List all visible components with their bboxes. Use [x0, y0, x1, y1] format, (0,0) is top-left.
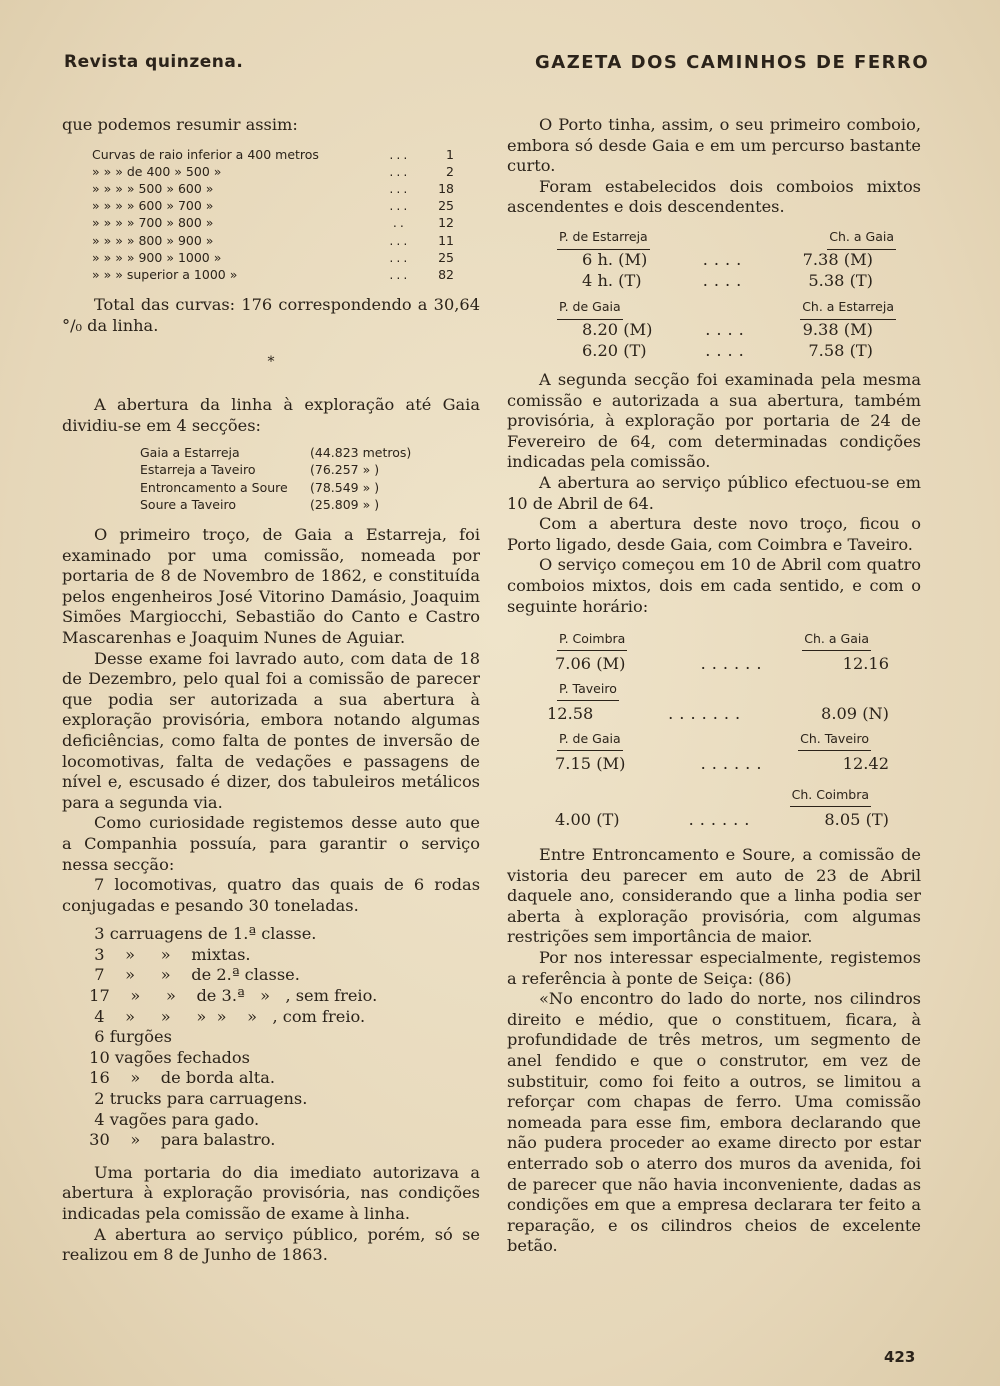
table-row: » » » » 700 » 800 » .. 12 [92, 215, 454, 231]
page-number: 423 [884, 1348, 916, 1366]
list-item: 4 vagões para gado. [84, 1109, 260, 1129]
arrival-header: Ch. a Gaia [827, 227, 896, 250]
curve-label: » » » superior a 1000 » [92, 267, 238, 283]
curve-label: » » » » 600 » 700 » [92, 198, 214, 214]
timetable-row: 4 h. (T) .... 5.38 (T) [582, 270, 873, 290]
departure-time: 7.06 (M) [555, 653, 626, 673]
curve-count: 25 [438, 249, 454, 265]
intro-paragraph: que podemos resumir assim: [62, 115, 298, 134]
curve-count: 12 [438, 215, 454, 231]
timetable-header [507, 298, 921, 320]
table-row: » » » » 800 » 900 » ... 11 [92, 232, 454, 248]
body-paragraph: A abertura ao serviço público efectuou-se em 10 de Abril de 64. [507, 472, 921, 513]
curve-label: » » » » 800 » 900 » [92, 232, 214, 248]
arrival-time: 7.58 (T) [808, 340, 873, 360]
table-row [140, 461, 411, 478]
table-row: Curvas de raio inferior a 400 metros ... 1 [92, 146, 454, 162]
body-paragraph: Foram estabelecidos dois comboios mixtos ascendentes e dois descendentes. [507, 176, 921, 217]
list-item: 17 » » de 3.ª » , sem freio. [84, 986, 378, 1006]
body-paragraph: Uma portaria do dia imediato autorizava a abertura à exploração provisória, nas condições indicadas pela comissão de exame à linha. [62, 1162, 480, 1223]
list-item: 7 » » de 2.ª classe. [84, 965, 300, 985]
table-row: » » » de 400 » 500 » ... 2 [92, 163, 454, 179]
list-item: 4 » » » » » , com freio. [84, 1006, 366, 1026]
section-distance: (25.809 » ) [310, 496, 380, 512]
section-distance: (78.549 » ) [310, 479, 380, 495]
body-paragraph: Entre Entroncamento e Soure, a comissão de vistoria deu parecer em auto de 23 de Abril daquele ano, considerando que a linha podia ser aberta à exploração provisória, com algumas restrições sem importância de maior. [507, 845, 921, 947]
section-name: Estarreja a Taveiro [140, 462, 256, 478]
running-header-right: GAZETA DOS CAMINHOS DE FERRO [535, 52, 930, 73]
section-name: Entroncamento a Soure [140, 479, 288, 495]
departure-header: P. Taveiro [557, 679, 619, 702]
curve-count: 18 [438, 181, 454, 196]
curve-count: 1 [446, 146, 454, 162]
body-paragraph: Por nos interessar especialmente, registemos a referência à ponte de Seiça: (86) [507, 948, 921, 988]
body-paragraph: O serviço começou em 10 de Abril com quatro comboios mixtos, dois em cada sentido, e com o seguinte horário: [507, 555, 921, 616]
departure-time: 6.20 (T) [582, 340, 647, 360]
body-paragraph: O Porto tinha, assim, o seu primeiro comboio, embora só desde Gaia e em um percurso bastante curto. [507, 115, 921, 176]
body-paragraph: Como curiosidade registemos desse auto que a Companhia possuía, para garantir o serviço nessa secção: [62, 813, 480, 874]
section-name: Soure a Taveiro [140, 496, 236, 512]
arrival-header: Ch. a Gaia [802, 629, 871, 652]
running-header-left: Revista quinzena. [64, 52, 244, 72]
arrival-header: Ch. a Estarreja [800, 297, 896, 320]
list-item: 16 » de borda alta. [84, 1068, 276, 1088]
table-row: » » » » 900 » 1000 » ... 25 [92, 249, 454, 265]
curve-count: 2 [446, 163, 454, 179]
section-separator: * [267, 354, 275, 371]
arrival-header: Ch. Coimbra [790, 785, 871, 808]
body-paragraph: Desse exame foi lavrado auto, com data de 18 de Dezembro, pelo qual foi a comissão de parecer que podia ser autorizada a sua abertura à exploração provisória, embora notando algumas deficiências, como falta de pontes de inversão de locomotivas, falta de vedações e passagens de nível e, escusado é dizer, dos tabuleiros metálicos para a segunda via. [62, 648, 480, 812]
departure-header: P. de Estarreja [557, 227, 650, 250]
arrival-time: 7.38 (M) [802, 249, 873, 269]
timetable-coimbra-taveiro [507, 627, 921, 833]
timetable-row: 7.15 (M) ...... 12.42 [555, 753, 889, 773]
right-column [507, 115, 921, 1257]
arrival-header [867, 700, 871, 701]
curve-label: Curvas de raio inferior a 400 metros [92, 146, 319, 162]
timetable-row: 7.06 (M) ...... 12.16 [555, 653, 889, 673]
table-row [140, 444, 411, 461]
timetable-header [507, 228, 921, 250]
curve-count: 11 [438, 232, 454, 248]
table-row [140, 496, 411, 513]
section-distance: (76.257 » ) [310, 462, 380, 478]
timetable-row: 8.20 (M) .... 9.38 (M) [582, 319, 873, 339]
departure-header: P. de Gaia [557, 297, 623, 320]
body-paragraph: A segunda secção foi examinada pela mesma comissão e autorizada a sua abertura, também provisória, à exploração por portaria de 24 de Fevereiro de 64, com determinadas condições indicadas pela comissão. [507, 369, 921, 472]
table-row: » » » superior a 1000 » ... 82 [92, 267, 454, 283]
timetable-header [507, 627, 921, 651]
arrival-time: 5.38 (T) [808, 270, 873, 290]
departure-time: 8.20 (M) [582, 319, 653, 339]
quotation-paragraph: «No encontro do lado do norte, nos cilindros direito e médio, que o constituem, ficara, à profundidade de três metros, um segmento de anel fendido e que o construtor, em vez de substituir, como foi feito a outros, se limitou a reforçar com chapas de ferro. Uma comissão nomeada para esse fim, embora declarando que não pudera proceder ao exame directo por estar enterrado sob o aterro dos muros da avenida, foi de parecer que não havia inconveniente, dadas as condições em que a empresa declarara ter feito a reparação, e os cilindros cheios de excelente betão. [507, 989, 921, 1256]
arrival-time: 9.38 (M) [802, 319, 873, 339]
arrival-time: 12.16 [842, 653, 889, 673]
rolling-stock-list [62, 924, 480, 1151]
timetable-row: 6 h. (M) .... 7.38 (M) [582, 249, 873, 269]
timetable-header [507, 777, 921, 807]
list-item: 2 trucks para carruagens. [84, 1089, 308, 1109]
curve-label: » » » » 500 » 600 » [92, 181, 214, 196]
departure-time: 4 h. (T) [582, 270, 642, 290]
list-item: 10 vagões fechados [84, 1047, 250, 1067]
body-paragraph: O primeiro troço, de Gaia a Estarreja, foi examinado por uma comissão, nomeada por portaria de 8 de Novembro de 1862, e constituída pelos engenheiros José Vitorino Damásio, Joaquim Simões Margiocchi, Sebastião do Canto e Castro Mascarenhas e Joaquim Nunes de Aguiar. [62, 525, 480, 647]
departure-header: P. de Gaia [557, 729, 623, 752]
table-row [140, 479, 411, 496]
curve-label: » » » » 900 » 1000 » [92, 249, 222, 265]
sections-table [140, 444, 411, 513]
departure-time: 6 h. (M) [582, 249, 648, 269]
timetable-header [507, 727, 921, 751]
list-item: 30 » para balastro. [84, 1130, 276, 1150]
departure-time: 12.58 [547, 703, 594, 723]
departure-time: 4.00 (T) [555, 809, 620, 829]
curve-label: » » » » 700 » 800 » [92, 215, 214, 231]
table-row: » » » » 600 » 700 » ... 25 [92, 198, 454, 214]
arrival-time: 8.09 (N) [821, 703, 889, 723]
timetable-gaia-estarreja [507, 228, 921, 362]
arrival-header: Ch. Taveiro [798, 729, 871, 752]
total-curves-paragraph: Total das curvas: 176 correspondendo a 30,64 °/₀ da linha. [62, 295, 480, 335]
arrival-time: 8.05 (T) [824, 809, 889, 829]
section-name: Gaia a Estarreja [140, 445, 240, 461]
departure-header [557, 806, 561, 807]
section-distance: (44.823 metros) [310, 445, 412, 461]
curve-count: 82 [438, 267, 454, 283]
curves-table [92, 146, 454, 284]
curve-label: » » » de 400 » 500 » [92, 163, 222, 179]
curve-count: 25 [438, 198, 454, 214]
departure-header: P. Coimbra [557, 629, 627, 652]
timetable-header [507, 677, 921, 701]
body-paragraph: A abertura ao serviço público, porém, só se realizou em 8 de Junho de 1863. [62, 1224, 480, 1265]
sections-paragraph: A abertura da linha à exploração até Gaia dividiu-se em 4 secções: [62, 395, 480, 435]
body-paragraph: Com a abertura deste novo troço, ficou o Porto ligado, desde Gaia, com Coimbra e Taveiro. [507, 514, 921, 554]
body-paragraph: 7 locomotivas, quatro das quais de 6 rodas conjugadas e pesando 30 toneladas. [62, 875, 480, 915]
table-row: » » » » 500 » 600 » ... 18 [92, 181, 454, 196]
timetable-row: 12.58 ....... 8.09 (N) [547, 703, 889, 723]
timetable-row: 6.20 (T) .... 7.58 (T) [582, 340, 873, 360]
list-item: 3 carruagens de 1.ª classe. [84, 924, 317, 944]
list-item: 3 » » mixtas. [84, 944, 251, 964]
departure-time: 7.15 (M) [555, 753, 626, 773]
arrival-time: 12.42 [842, 753, 889, 773]
left-column [62, 115, 480, 1266]
list-item: 6 furgões [84, 1027, 172, 1047]
timetable-row: 4.00 (T) ...... 8.05 (T) [555, 809, 889, 829]
